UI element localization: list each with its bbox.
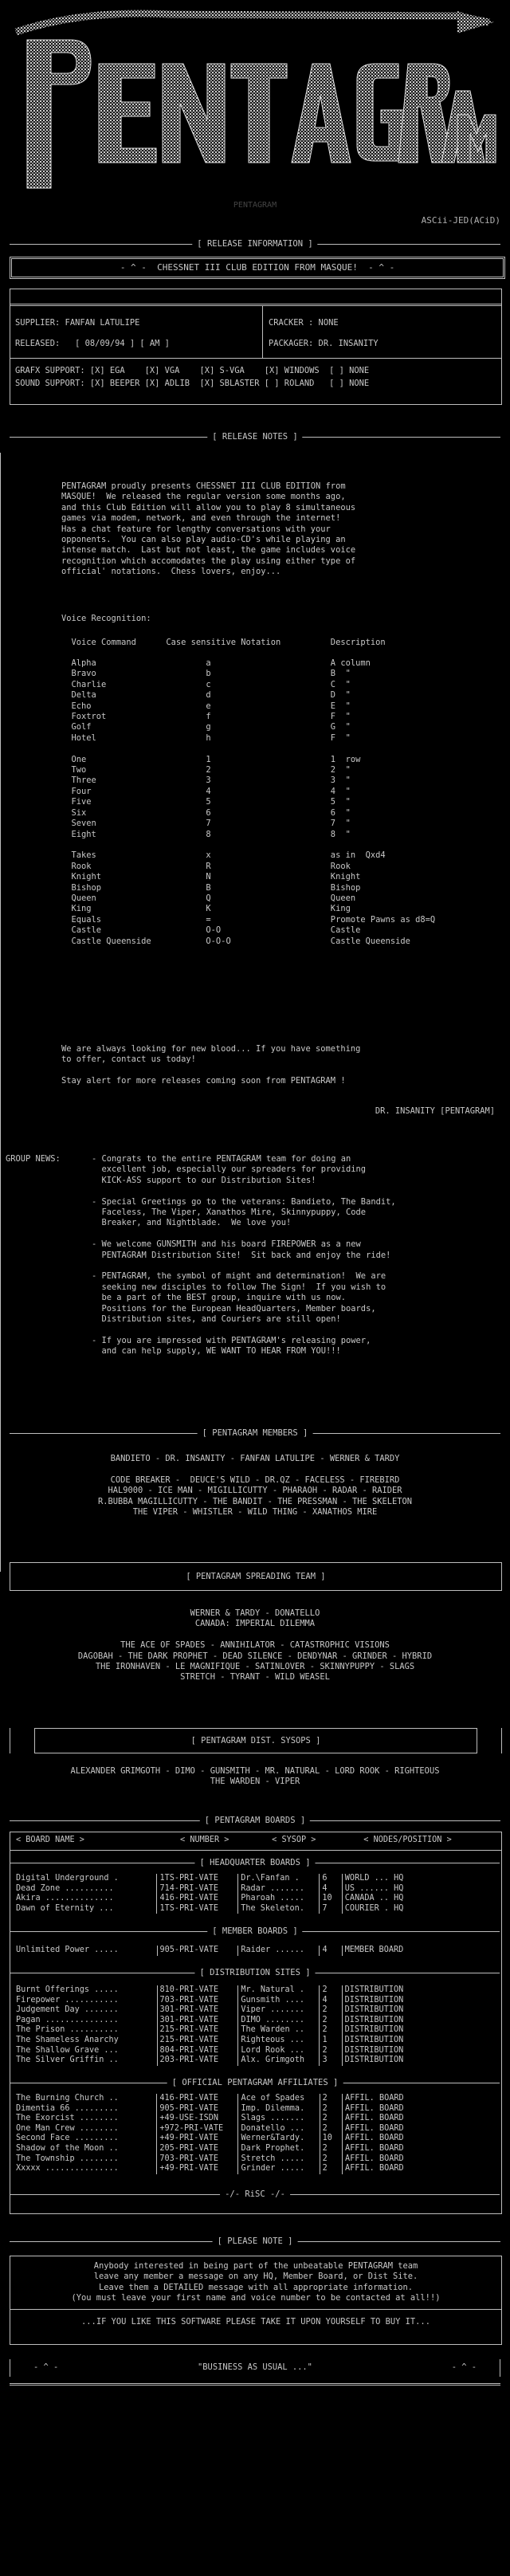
board-name: Firepower ........... bbox=[16, 1995, 119, 2005]
board-row bbox=[14, 2124, 501, 2134]
board-sysop: Lord Rook ... bbox=[238, 2046, 320, 2056]
board-sysop: Ace of Spades bbox=[238, 2094, 320, 2104]
board-number: 1TS-PRI-VATE bbox=[157, 1904, 238, 1914]
spreading-header-box bbox=[10, 1562, 502, 1591]
release-notes bbox=[0, 453, 510, 1572]
boards-header: [ PENTAGRAM BOARDS ] bbox=[10, 1814, 500, 1827]
board-nodes: 2 bbox=[320, 1985, 342, 1996]
board-name: The Shameless Anarchy bbox=[16, 2035, 119, 2044]
board-name: Shadow of the Moon .. bbox=[16, 2143, 119, 2153]
voice-header: Voice Command Case sensitive Notation Description bbox=[61, 638, 386, 647]
board-row bbox=[14, 1946, 501, 1956]
board-nodes: 2 bbox=[320, 2144, 342, 2154]
board-position: AFFIL. BOARD bbox=[345, 2134, 404, 2143]
board-nodes: 2 bbox=[320, 2164, 342, 2174]
voice-table: Alpha a A column Bravo b B " Charlie c C " Delta d D " Echo e E " Foxtrot f F " Golf g G " Hotel h F " One 1 1 row Two 2 2 " Three 3 3 " Four 4 4 " Five 5 5 " Six 6 6 " Seven 7 7 " Eight 8 8 " Takes x as in Qxd4 Rook R Rook Knight N Knight Bishop B Bishop Queen Q Queen King K King Equals = Promote Pawns as d8=Q Castle O-O Castle Castle Queenside O-O-O Castle Queenside bbox=[71, 658, 436, 946]
board-sysop: Werner&Tardy. bbox=[238, 2134, 320, 2144]
supplier: SUPPLIER: FANFAN LATULIPE bbox=[15, 318, 140, 328]
board-name: Dead Zone .......... bbox=[16, 1883, 114, 1893]
board-row bbox=[14, 2025, 501, 2036]
dist-table bbox=[14, 1985, 501, 2066]
released: RELEASED: [ 08/09/94 ] [ AM ] bbox=[15, 339, 170, 348]
board-nodes: 2 bbox=[320, 2154, 342, 2165]
hq-header: [ HEADQUARTER BOARDS ] bbox=[10, 1856, 500, 1869]
board-nodes: 2 bbox=[320, 2114, 342, 2124]
spreading-header: [ PENTAGRAM SPREADING TEAM ] bbox=[186, 1572, 326, 1581]
board-row bbox=[14, 1874, 501, 1884]
release-notes-header: [ RELEASE NOTES ] bbox=[10, 430, 500, 443]
board-nodes: 3 bbox=[320, 2056, 342, 2066]
board-name: The Prison .......... bbox=[16, 2025, 119, 2035]
board-sysop: Pharoah ..... bbox=[238, 1894, 320, 1904]
packager: PACKAGER: DR. INSANITY bbox=[269, 339, 379, 348]
board-number: 203-PRI-VATE bbox=[157, 2056, 238, 2066]
notes-outro: We are always looking for new blood... If you have something to offer, contact us today! Stay alert for more releases coming soon from PENTAGRAM ! bbox=[61, 1044, 361, 1086]
board-position: AFFIL. BOARD bbox=[345, 2094, 404, 2103]
board-sysop: The Warden .. bbox=[238, 2025, 320, 2036]
board-number: 215-PRI-VATE bbox=[157, 2036, 238, 2046]
board-row bbox=[14, 2056, 501, 2066]
sysops-header-box bbox=[10, 1728, 502, 1753]
board-name: Second Face ......... bbox=[16, 2134, 119, 2143]
logo-text: PENTAGRAM bbox=[233, 201, 277, 210]
boards-panel bbox=[10, 1832, 502, 2214]
dist-header: [ DISTRIBUTION SITES ] bbox=[10, 1966, 500, 1979]
footer-right: - ^ - bbox=[451, 2362, 477, 2372]
affil-header: [ OFFICIAL PENTAGRAM AFFILIATES ] bbox=[10, 2076, 500, 2089]
board-row bbox=[14, 2164, 501, 2174]
board-position: COURIER . HQ bbox=[344, 1903, 404, 1913]
board-name: Digital Underground . bbox=[16, 1874, 119, 1883]
board-position: CANADA .. HQ bbox=[344, 1894, 404, 1903]
note-text: Anybody interested in being part of the unbeatable PENTAGRAM team leave any member a message on any HQ, Member Board, or Dist Site. Leave them a DETAILED message with all appropriate information. (You must leave your first name and voice number to be contacted at all!!) bbox=[71, 2261, 441, 2303]
board-number: 416-PRI-VATE bbox=[157, 2094, 238, 2104]
board-sysop: Donatello ... bbox=[238, 2124, 320, 2134]
board-name: One Man Crew ........ bbox=[16, 2123, 119, 2133]
board-position: DISTRIBUTION bbox=[344, 2015, 404, 2024]
board-position: AFFIL. BOARD bbox=[345, 2103, 404, 2113]
board-number: 416-PRI-VATE bbox=[157, 1894, 238, 1904]
member-header: [ MEMBER BOARDS ] bbox=[10, 1925, 500, 1938]
note-box bbox=[10, 2256, 502, 2345]
board-nodes: 2 bbox=[320, 2016, 342, 2026]
footer-center: "BUSINESS AS USUAL ..." bbox=[198, 2362, 312, 2372]
col-number: < NUMBER > bbox=[180, 1836, 230, 1844]
board-name: Dawn of Eternity ... bbox=[16, 1903, 114, 1913]
board-nodes: 2 bbox=[320, 2094, 342, 2104]
sound-support: SOUND SUPPORT: [X] BEEPER [X] ADLIB [X] SBLASTER [ ] ROLAND [ ] NONE bbox=[15, 379, 370, 388]
board-position: DISTRIBUTION bbox=[344, 2056, 404, 2065]
board-number: 804-PRI-VATE bbox=[157, 2046, 238, 2056]
member-table bbox=[14, 1946, 501, 1956]
cracker: CRACKER : NONE bbox=[269, 318, 339, 328]
boards-footer: -/- RiSC -/- bbox=[10, 2188, 500, 2201]
board-name: Unlimited Power ..... bbox=[16, 1946, 119, 1954]
release-details-box bbox=[10, 289, 502, 405]
board-row bbox=[14, 1904, 501, 1914]
board-number: +972-PRI-VATE bbox=[157, 2124, 238, 2134]
board-position: AFFIL. BOARD bbox=[345, 2154, 404, 2163]
board-name: Pagan ............... bbox=[16, 2015, 119, 2024]
board-name: The Shallow Grave ... bbox=[16, 2045, 119, 2055]
release-title-box bbox=[10, 257, 505, 279]
footer-left: - ^ - bbox=[33, 2362, 59, 2372]
board-name: Xxxxx ............... bbox=[16, 2164, 119, 2174]
board-nodes: 10 bbox=[320, 2134, 342, 2144]
board-nodes: 4 bbox=[320, 1946, 342, 1956]
board-name: Akira .............. bbox=[16, 1894, 114, 1903]
signoff: DR. INSANITY [PENTAGRAM] bbox=[375, 1106, 495, 1116]
board-sysop: DIMO ........ bbox=[238, 2016, 320, 2026]
board-sysop: Dr.\Fanfan . bbox=[238, 1874, 320, 1884]
notes-intro: PENTAGRAM proudly presents CHESSNET III CLUB EDITION from MASQUE! We released the regular version some months ago, and this Club Edition will allow you to play 8 simultaneous games via modem, network, and even through the internet! Has a chat feature for lengthy conversations with your opponents. You can also play audio-CD's while playing an intense match. Last but not least, the game includes voice recognition which accomodates the play using either type of official' notations. Chess lovers, enjoy... bbox=[61, 481, 356, 577]
board-nodes: 10 bbox=[320, 1894, 342, 1904]
board-row bbox=[14, 2094, 501, 2104]
members-header: [ PENTAGRAM MEMBERS ] bbox=[10, 1427, 500, 1439]
board-row bbox=[14, 2144, 501, 2154]
board-number: 301-PRI-VATE bbox=[157, 2005, 238, 2016]
board-number: +49-USE-ISDN bbox=[157, 2114, 238, 2124]
boards-columns bbox=[14, 1836, 496, 1846]
board-nodes: 2 bbox=[320, 2025, 342, 2036]
board-row bbox=[14, 2154, 501, 2165]
board-position: WORLD ... HQ bbox=[344, 1874, 404, 1883]
board-number: 714-PRI-VATE bbox=[157, 1884, 238, 1895]
board-sysop: Stretch ..... bbox=[238, 2154, 320, 2165]
board-name: The Exorcist ........ bbox=[16, 2114, 119, 2123]
spreading-text: WERNER & TARDY - DONATELLO CANADA: IMPERIAL DILEMMA THE ACE OF SPADES - ANNIHILATOR - CATASTROPHIC VISIONS DAGOBAH - THE DARK PROPHET - DEAD SILENCE - DENDYNAR - GRINDER - HYBRID THE IRONHAVEN - LE MAGNIFIQUE - SATINLOVER - SKINNYPUPPY - SLAGS STRETCH - TYRANT - WILD WEASEL bbox=[77, 1608, 433, 1683]
board-sysop: Mr. Natural . bbox=[238, 1985, 320, 1996]
voice-title: Voice Recognition: bbox=[61, 614, 151, 623]
board-row bbox=[14, 2005, 501, 2016]
board-number: 703-PRI-VATE bbox=[157, 1996, 238, 2006]
board-row bbox=[14, 2046, 501, 2056]
board-position: AFFIL. BOARD bbox=[345, 2114, 404, 2123]
board-number: 905-PRI-VATE bbox=[157, 2104, 238, 2115]
board-position: AFFIL. BOARD bbox=[345, 2164, 404, 2174]
board-number: 905-PRI-VATE bbox=[157, 1946, 238, 1956]
release-title: - ^ - CHESSNET III CLUB EDITION FROM MASQUE! - ^ - bbox=[120, 262, 395, 273]
board-name: Judgement Day ....... bbox=[16, 2005, 119, 2015]
board-row bbox=[14, 2114, 501, 2124]
group-news: - Congrats to the entire PENTAGRAM team for doing an excellent job, especially our spreaders for providing KICK-ASS support to our Distribution Sites! - Special Greetings go to the veterans: Bandieto, The Bandit, Faceless, The Viper, Xanathos Mire, Skinnypuppy, Code Breaker, and Nightblade. We love you! - We welcome GUNSMITH and his board FIREPOWER as a new PENTAGRAM Distribution Site! Sit back and enjoy the ride! - PENTAGRAM, the symbol of might and determination! We are seeking new disciples to follow The Sign! If you wish to be a part of the BEST group, inquire with us now. Positions for the European HeadQuarters, Member boards, Distribution sites, and Couriers are still open! - If you are impressed with PENTAGRAM's releasing power, and can help supply, WE WANT TO HEAR FROM YOU!!! bbox=[92, 1154, 396, 1357]
col-sysop: < SYSOP > bbox=[272, 1836, 316, 1844]
board-sysop: The Skeleton. bbox=[238, 1904, 320, 1914]
release-info-header: [ RELEASE INFORMATION ] bbox=[10, 238, 500, 250]
board-name: Dimentia 66 ......... bbox=[16, 2103, 119, 2113]
board-position: MEMBER BOARD bbox=[344, 1946, 404, 1954]
board-nodes: 2 bbox=[320, 2124, 342, 2134]
group-news-label: GROUP NEWS: bbox=[6, 1154, 61, 1164]
board-nodes: 6 bbox=[320, 1874, 342, 1884]
board-number: +49-PRI-VATE bbox=[157, 2134, 238, 2144]
board-row bbox=[14, 1894, 501, 1904]
col-board-name: < BOARD NAME > bbox=[16, 1836, 84, 1844]
pentagram-logo bbox=[11, 8, 499, 214]
hq-table bbox=[14, 1874, 501, 1914]
board-position: AFFIL. BOARD bbox=[345, 2143, 404, 2153]
board-position: DISTRIBUTION bbox=[344, 1985, 404, 1994]
board-nodes: 2 bbox=[320, 2046, 342, 2056]
board-sysop: Dark Prophet. bbox=[238, 2144, 320, 2154]
board-number: 810-PRI-VATE bbox=[157, 1985, 238, 1996]
sysops-list bbox=[10, 1766, 500, 1788]
board-nodes: 7 bbox=[320, 1904, 342, 1914]
board-name: The Township ........ bbox=[16, 2154, 119, 2163]
board-sysop: Radar ....... bbox=[238, 1884, 320, 1895]
board-position: DISTRIBUTION bbox=[344, 1995, 404, 2005]
board-nodes: 4 bbox=[320, 1996, 342, 2006]
board-row bbox=[14, 2134, 501, 2144]
members-list bbox=[10, 1454, 500, 1518]
affil-table bbox=[14, 2094, 501, 2174]
board-number: 1TS-PRI-VATE bbox=[157, 1874, 238, 1884]
board-name: The Silver Griffin .. bbox=[16, 2056, 119, 2065]
board-sysop: Grinder ..... bbox=[238, 2164, 320, 2174]
ascii-credit: ASCii-JED(ACiD) bbox=[421, 215, 500, 226]
board-sysop: Slags ....... bbox=[238, 2114, 320, 2124]
board-position: DISTRIBUTION bbox=[344, 2035, 404, 2044]
board-sysop: Alx. Grimgoth bbox=[238, 2056, 320, 2066]
board-nodes: 2 bbox=[320, 2104, 342, 2115]
board-position: US ...... HQ bbox=[344, 1883, 404, 1893]
board-sysop: Imp. Dilemma. bbox=[238, 2104, 320, 2115]
board-name: Burnt Offerings ..... bbox=[16, 1985, 119, 1994]
note-header: [ PLEASE NOTE ] bbox=[10, 2235, 500, 2248]
col-nodes: < NODES/POSITION > bbox=[363, 1836, 452, 1844]
board-number: 215-PRI-VATE bbox=[157, 2025, 238, 2036]
board-sysop: Righteous ... bbox=[238, 2036, 320, 2046]
members-text: BANDIETO - DR. INSANITY - FANFAN LATULIPE - WERNER & TARDY CODE BREAKER - DEUCE'S WILD - DR.QZ - FACELESS - FIREBIRD HAL9000 - ICE MAN - MIGILLICUTTY - PHARAOH - RADAR - RAIDER R.BUBBA MAGILLICUTTY - THE BANDIT - THE PRESSMAN - THE SKELETON THE VIPER - WHISTLER - WILD THING - XANATHOS MIRE bbox=[97, 1454, 413, 1518]
board-position: DISTRIBUTION bbox=[344, 2005, 404, 2015]
board-name: The Burning Church .. bbox=[16, 2094, 119, 2103]
board-row bbox=[14, 2016, 501, 2026]
spreading-team bbox=[10, 1608, 500, 1683]
grafx-support: GRAFX SUPPORT: [X] EGA [X] VGA [X] S-VGA [X] WINDOWS [ ] NONE bbox=[15, 366, 370, 375]
sysops-header: [ PENTAGRAM DIST. SYSOPS ] bbox=[190, 1736, 321, 1745]
sysops-text: ALEXANDER GRIMGOTH - DIMO - GUNSMITH - MR. NATURAL - LORD ROOK - RIGHTEOUS THE WARDEN - VIPER bbox=[70, 1766, 440, 1787]
board-row bbox=[14, 1985, 501, 1996]
board-position: AFFIL. BOARD bbox=[345, 2123, 404, 2133]
board-number: +49-PRI-VATE bbox=[157, 2164, 238, 2174]
board-nodes: 2 bbox=[320, 2005, 342, 2016]
board-row bbox=[14, 2036, 501, 2046]
board-nodes: 4 bbox=[320, 1884, 342, 1895]
buy-line: ...IF YOU LIKE THIS SOFTWARE PLEASE TAKE IT UPON YOURSELF TO BUY IT... bbox=[81, 2317, 430, 2327]
board-sysop: Viper ....... bbox=[238, 2005, 320, 2016]
board-row bbox=[14, 1996, 501, 2006]
board-nodes: 1 bbox=[320, 2036, 342, 2046]
board-position: DISTRIBUTION bbox=[344, 2045, 404, 2055]
board-row bbox=[14, 1884, 501, 1895]
board-number: 301-PRI-VATE bbox=[157, 2016, 238, 2026]
footer bbox=[10, 2359, 500, 2380]
board-number: 703-PRI-VATE bbox=[157, 2154, 238, 2165]
board-sysop: Raider ...... bbox=[238, 1946, 320, 1956]
board-row bbox=[14, 2104, 501, 2115]
board-sysop: Gunsmith .... bbox=[238, 1996, 320, 2006]
board-number: 205-PRI-VATE bbox=[157, 2144, 238, 2154]
board-position: DISTRIBUTION bbox=[344, 2025, 404, 2035]
